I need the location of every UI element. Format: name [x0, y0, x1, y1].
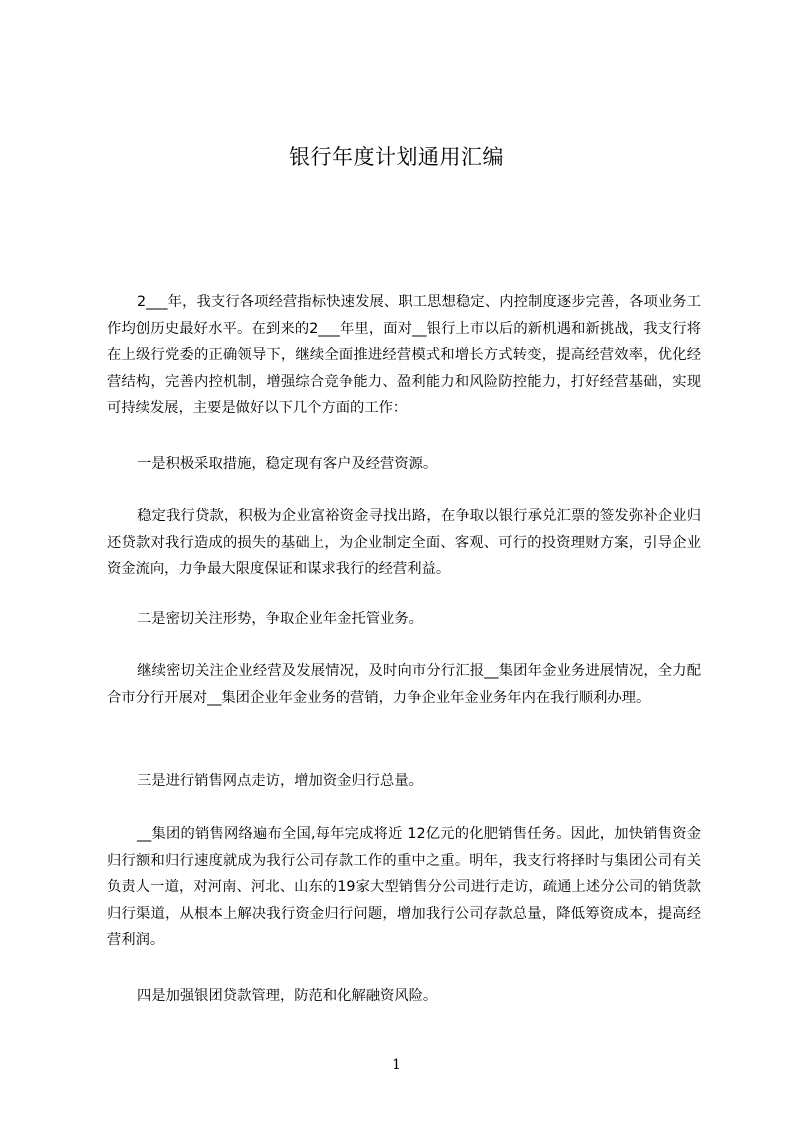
page-number: 1 — [392, 1057, 401, 1073]
section-heading-3 — [107, 768, 701, 795]
section-heading-2-text: 二是密切关注形势，争取企业年金托管业务。 — [137, 611, 423, 627]
section-paragraph-1-text: 稳定我行贷款，积极为企业富裕资金寻找出路，在争取以银行承兑汇票的签发弥补企业归还贷款对我行造成的损失的基础上，为企业制定全面、客观、可行的投资理财方案，引导企业资金流向，力争最大限度保证和谋求我行的经营利益。 — [107, 508, 701, 578]
section-heading-1-text: 一是积极采取措施，稳定现有客户及经营资源。 — [137, 456, 438, 472]
section-paragraph-3 — [107, 821, 701, 954]
section-paragraph-2 — [107, 658, 701, 711]
section-paragraph-1 — [107, 503, 701, 583]
section-paragraph-3-text: __集团的销售网络遍布全国,每年完成将近 12亿元的化肥销售任务。因此，加快销售资金归行额和归行速度就成为我行公司存款工作的重中之重。明年，我支行将择时与集团公司有关负责人一道，对河南、河北、山东的19家大型销售分公司进行走访，疏通上述分公司的销货款归行渠道，从根本上解决我行资金归行问题，增加我行公司存款总量，降低筹资成本，提高经营利润。 — [107, 826, 701, 949]
section-paragraph-2-text: 继续密切关注企业经营及发展情况，及时向市分行汇报__集团年金业务进展情况，全力配合市分行开展对__集团企业年金业务的营销，力争企业年金业务年内在我行顺利办理。 — [107, 663, 701, 706]
section-heading-4-text: 四是加强银团贷款管理，防范和化解融资风险。 — [137, 988, 438, 1004]
section-heading-3-text: 三是进行销售网点走访，增加资金归行总量。 — [137, 773, 423, 789]
intro-paragraph-text: 2___年，我支行各项经营指标快速发展、职工思想稳定、内控制度逐步完善，各项业务工作均创历史最好水平。在到来的2___年里，面对__银行上市以后的新机遇和新挑战，我支行将在上级行党委的正确领导下，继续全面推进经营模式和增长方式转变，提高经营效率，优化经营结构，完善内控机制，增强综合竞争能力、盈利能力和风险防控能力，打好经营基础，实现可持续发展，主要是做好以下几个方面的工作： — [107, 294, 701, 417]
section-heading-2 — [107, 606, 701, 633]
section-heading-1 — [107, 451, 701, 478]
intro-paragraph — [107, 289, 701, 422]
document-title: 银行年度计划通用汇编 — [289, 145, 504, 169]
section-heading-4 — [107, 983, 701, 1010]
